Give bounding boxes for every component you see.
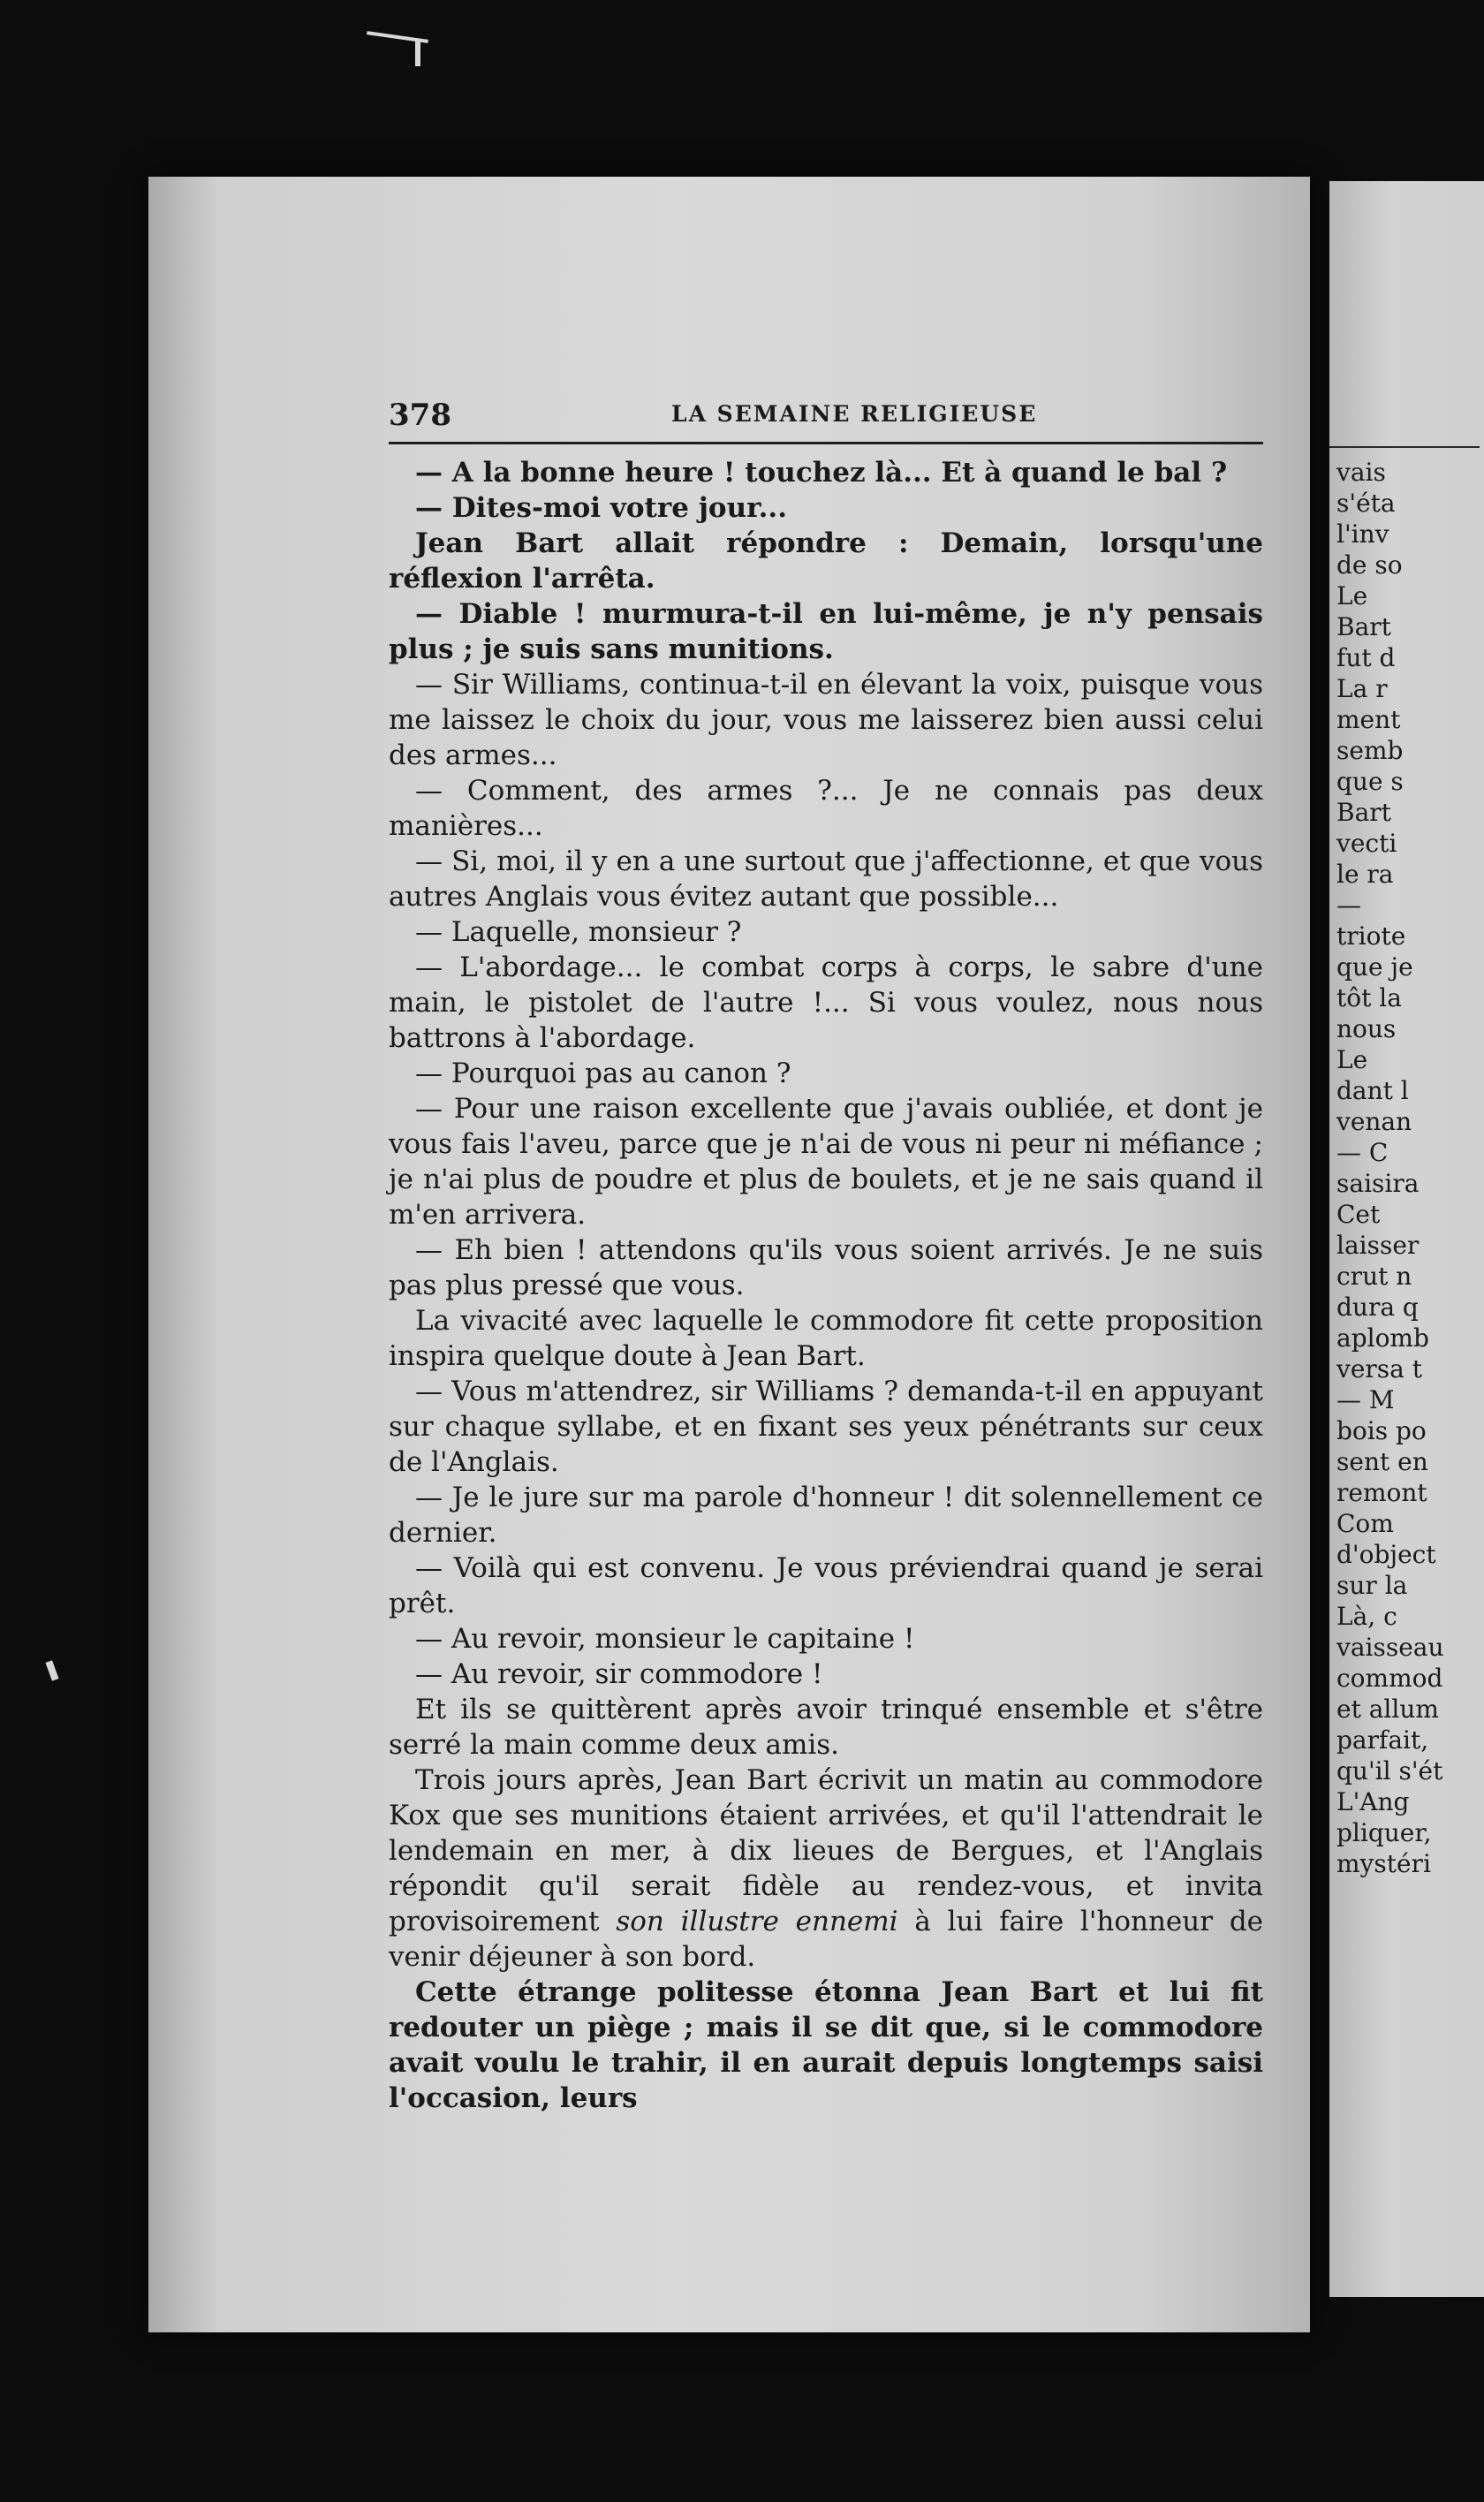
adjacent-text-line: Com <box>1336 1509 1394 1538</box>
adjacent-text-line: de so <box>1336 550 1403 580</box>
adjacent-text-line: crut n <box>1336 1262 1412 1291</box>
adjacent-text-line: qu'il s'ét <box>1336 1756 1443 1786</box>
paragraph: — Diable ! murmura-t-il en lui-même, je n'y pensais plus ; je suis sans munitions. <box>389 598 1263 665</box>
adjacent-text-line: saisira <box>1336 1169 1420 1198</box>
adjacent-text-line: s'éta <box>1336 489 1396 518</box>
paragraph: — Eh bien ! attendons qu'ils vous soient arrivés. Je ne suis pas plus pressé que vous. <box>389 1234 1263 1301</box>
adjacent-text-line: sur la <box>1336 1571 1408 1600</box>
paragraph: — Dites-moi votre jour... <box>415 492 788 524</box>
paragraph: Cette étrange politesse étonna Jean Bart et lui fit redouter un piège ; mais il se dit que, si le commodore avait voulu le trahir, il en aurait depuis longtemps saisi l'occasion, leurs <box>389 1976 1263 2114</box>
adjacent-text-line: tôt la <box>1336 983 1402 1012</box>
adjacent-text-line: d'object <box>1336 1540 1436 1569</box>
adjacent-text-line: que je <box>1336 952 1413 982</box>
adjacent-text-line: commod <box>1336 1664 1443 1693</box>
adjacent-text-line: versa t <box>1336 1354 1422 1384</box>
film-scratch <box>45 1660 58 1680</box>
paragraph: — Au revoir, monsieur le capitaine ! <box>415 1623 915 1655</box>
adjacent-text-line: laisser <box>1336 1231 1420 1260</box>
header-rule <box>389 442 1263 444</box>
paragraph: — Vous m'attendrez, sir Williams ? demanda-t-il en appuyant sur chaque syllabe, et en fixant ses yeux pénétrants sur ceux de l'Anglais. <box>389 1376 1263 1478</box>
adjacent-text-line: vaisseau <box>1336 1633 1444 1662</box>
adjacent-text-line: L'Ang <box>1336 1787 1410 1816</box>
adjacent-text-line: le ra <box>1336 860 1394 889</box>
paragraph-text: Trois jours après, Jean Bart écrivit un matin au commodore Kox que ses munitions étaient arrivées, et qu'il l'attendrait le lendemain en mer, à dix lieues de Bergues, et l'Anglais répondit qu'il serait fidèle au rendez-vous, et invita provisoirement <box>389 1764 1263 1937</box>
paragraph: — L'abordage... le combat corps à corps, le sabre d'une main, le pistolet de l'autre !... Si vous voulez, nous nous battrons à l'abordage. <box>389 952 1263 1054</box>
paragraph: — Comment, des armes ?... Je ne connais pas deux manières... <box>389 775 1263 842</box>
adjacent-text-line: sent en <box>1336 1447 1428 1476</box>
paragraph: Jean Bart allait répondre : Demain, lorsqu'une réflexion l'arrêta. <box>389 527 1263 595</box>
paragraph-text: à lui faire l'honneur de venir déjeuner à son bord. <box>389 1906 1264 1973</box>
adjacent-header-rule <box>1329 446 1480 448</box>
adjacent-text-line: et allum <box>1336 1695 1439 1724</box>
adjacent-text-line: parfait, <box>1336 1725 1429 1755</box>
adjacent-text-line: vais <box>1336 458 1386 487</box>
adjacent-text-line: dant l <box>1336 1076 1409 1105</box>
adjacent-text-line: — C <box>1336 1138 1389 1167</box>
adjacent-text-line: La r <box>1336 674 1388 703</box>
running-title: LA SEMAINE RELIGIEUSE <box>671 401 1038 427</box>
paragraph: — Au revoir, sir commodore ! <box>415 1658 823 1690</box>
paragraph: — Je le jure sur ma parole d'honneur ! dit solennellement ce dernier. <box>389 1482 1263 1549</box>
adjacent-text-line: fut d <box>1336 643 1396 672</box>
adjacent-text-line: pliquer, <box>1336 1818 1432 1847</box>
adjacent-text-line: semb <box>1336 736 1404 765</box>
adjacent-text-line: l'inv <box>1336 519 1389 549</box>
adjacent-text-line: ment <box>1336 705 1401 734</box>
paragraph <box>389 1763 1263 1975</box>
paragraph: La vivacité avec laquelle le commodore fit cette proposition inspira quelque doute à Jean Bart. <box>389 1305 1263 1372</box>
paragraph: — Laquelle, monsieur ? <box>415 916 742 948</box>
paragraph: — Si, moi, il y en a une surtout que j'affectionne, et que vous autres Anglais vous évitez autant que possible... <box>389 845 1263 913</box>
adjacent-text-line: Bart <box>1336 612 1391 641</box>
adjacent-text-line: Bart <box>1336 798 1391 827</box>
paragraph: — A la bonne heure ! touchez là... Et à quand le bal ? <box>415 457 1228 489</box>
adjacent-text-line: mystéri <box>1336 1849 1431 1878</box>
paragraph: — Pourquoi pas au canon ? <box>415 1058 791 1089</box>
page-header <box>389 398 1263 433</box>
adjacent-text-line: — <box>1336 891 1361 920</box>
page-number: 378 <box>389 398 451 433</box>
adjacent-text-line: Le <box>1336 581 1368 610</box>
paragraph: — Sir Williams, continua-t-il en élevant la voix, puisque vous me laissez le choix du jour, vous me laisserez bien aussi celui des armes... <box>389 669 1263 771</box>
adjacent-text-line: vecti <box>1336 829 1397 858</box>
adjacent-text-line: aplomb <box>1336 1323 1429 1353</box>
adjacent-text-line: — M <box>1336 1385 1395 1414</box>
adjacent-text-line: Le <box>1336 1045 1368 1074</box>
adjacent-text-line: Cet <box>1336 1200 1381 1229</box>
adjacent-page <box>1329 181 1484 2297</box>
adjacent-text-line: dura q <box>1336 1293 1419 1322</box>
film-scratch <box>415 40 420 66</box>
adjacent-text-line: nous <box>1336 1014 1397 1043</box>
adjacent-text-line: triote <box>1336 921 1406 951</box>
paragraph: — Voilà qui est convenu. Je vous préviendrai quand je serai prêt. <box>389 1552 1263 1619</box>
adjacent-page-text <box>1329 457 1484 1879</box>
adjacent-text-line: que s <box>1336 767 1404 796</box>
adjacent-text-line: Là, c <box>1336 1602 1397 1631</box>
paragraph: Et ils se quittèrent après avoir trinqué ensemble et s'être serré la main comme deux amis. <box>389 1694 1263 1761</box>
body-text <box>389 455 1263 2116</box>
adjacent-text-line: venan <box>1336 1107 1412 1136</box>
paragraph: — Pour une raison excellente que j'avais oubliée, et dont je vous fais l'aveu, parce que je n'ai de vous ni peur ni méfiance ; je n'ai plus de poudre et plus de boulets, et je ne sais quand il m'en arrivera. <box>389 1093 1263 1231</box>
adjacent-text-line: bois po <box>1336 1416 1427 1445</box>
adjacent-text-line: remont <box>1336 1478 1427 1507</box>
italic-phrase: son illustre ennemi <box>616 1906 898 1937</box>
